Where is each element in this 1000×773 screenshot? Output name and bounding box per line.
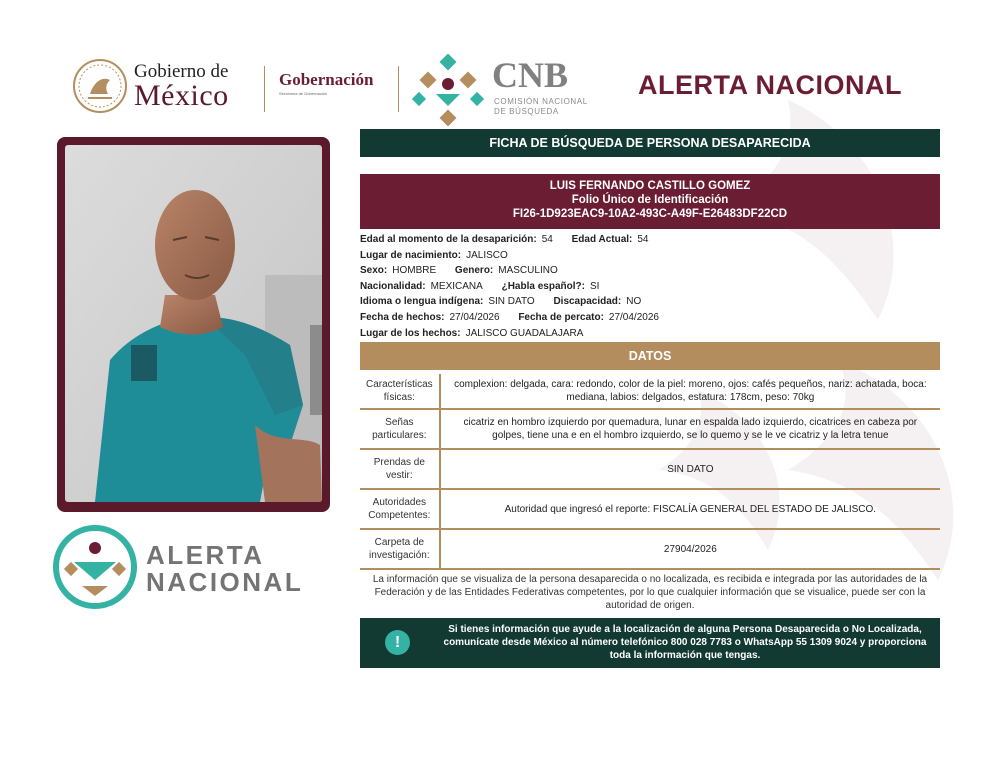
alerta-wordmark-line1: ALERTA [146, 540, 265, 570]
sexo-label: Sexo: [360, 265, 388, 277]
datos-title-bar: DATOS [360, 342, 940, 370]
idioma-value: SIN DATO [488, 296, 535, 308]
datos-label: Carpeta de investigación: [360, 529, 440, 569]
person-name: LUIS FERNANDO CASTILLO GOMEZ [549, 180, 751, 192]
discapacidad-value: NO [626, 296, 642, 308]
edad-desaparicion-value: 54 [541, 234, 553, 245]
fecha-percato-label: Fecha de percato: [518, 311, 604, 323]
info-row [360, 326, 940, 342]
nacionalidad-label: Nacionalidad: [360, 280, 426, 292]
info-row [360, 294, 940, 310]
datos-value: SIN DATO [440, 449, 940, 489]
table-row [360, 449, 940, 489]
datos-label: Autoridades Competentes: [360, 489, 440, 529]
cnb-logo-icon [412, 54, 484, 126]
nacionalidad-value: MEXICANA [430, 280, 483, 292]
info-row [360, 279, 940, 295]
genero-value: MASCULINO [498, 265, 558, 277]
contact-banner [360, 618, 940, 668]
person-photo [65, 145, 322, 502]
alerta-nacional-wordmark [146, 542, 303, 596]
table-row [360, 489, 940, 529]
cnb-subtitle-2: DE BÚSQUEDA [494, 107, 559, 116]
edad-actual-value: 54 [637, 234, 649, 245]
header-divider [264, 66, 265, 112]
photo-frame [57, 137, 330, 512]
edad-actual-label: Edad Actual: [571, 234, 633, 245]
table-row [360, 529, 940, 569]
info-row [360, 232, 940, 248]
datos-table [360, 374, 940, 570]
ficha-title-bar: FICHA DE BÚSQUEDA DE PERSONA DESAPARECIDA [360, 129, 940, 157]
cnb-subtitle-1: COMISIÓN NACIONAL [494, 97, 588, 106]
folio-id: FI26-1D923EAC9-10A2-493C-A49F-E26483DF22CD [512, 208, 788, 220]
contact-text: Si tienes información que ayude a la localización de alguna Persona Desaparecida o No Localizada, comunícate desde México al número telefónico 800 028 7783 o WhatsApp 55 1309 9024 y proporciona toda la información que tengas. [443, 624, 927, 661]
fecha-hechos-value: 27/04/2026 [449, 311, 500, 323]
alerta-wordmark-line2: NACIONAL [146, 567, 304, 597]
alerta-nacional-title: ALERTA NACIONAL [638, 70, 902, 100]
fecha-hechos-label: Fecha de hechos: [360, 311, 445, 323]
datos-value: cicatriz en hombro izquierdo por quemadura, lunar en espalda lado izquierdo, cicatrices en cabeza por golpes, tiene una e en el hombro izquierdo, se lo quemo y se le ve cicatriz y la letra tenue [440, 409, 940, 449]
genero-label: Genero: [454, 265, 494, 277]
exclamation-icon: ! [385, 630, 410, 655]
folio-label: Folio Único de Identificación [571, 194, 729, 206]
datos-value: Autoridad que ingresó el reporte: FISCALÍA GENERAL DEL ESTADO DE JALISCO. [440, 489, 940, 529]
table-row [360, 409, 940, 449]
header-divider [398, 66, 399, 112]
sexo-value: HOMBRE [392, 265, 437, 277]
disclaimer-text: La información que se visualiza de la persona desaparecida o no localizada, es recibida e integrada por las autoridades de la Federación y de las Entidades Federativas competentes, por lo que cualquier información que se visualice, puede ser con la autoridad de origen. [372, 574, 928, 611]
datos-value: 27904/2026 [440, 529, 940, 569]
info-row [360, 263, 940, 279]
cnb-title: CNB [492, 55, 569, 95]
edad-desaparicion-label: Edad al momento de la desaparición: [360, 234, 537, 245]
idioma-label: Idioma o lengua indígena: [360, 296, 484, 308]
datos-label: Señas particulares: [360, 409, 440, 449]
person-header [360, 174, 940, 229]
gobierno-de-mexico-logo [134, 62, 229, 111]
lugar-nacimiento-value: JALISCO [466, 249, 508, 261]
info-row [360, 248, 940, 264]
habla-espanol-value: SI [589, 280, 600, 292]
datos-label: Características físicas: [360, 374, 440, 409]
discapacidad-label: Discapacidad: [553, 296, 622, 308]
info-row [360, 310, 940, 326]
alerta-nacional-logo-icon [52, 524, 138, 610]
national-seal-icon [72, 58, 128, 114]
gobernacion-logo: Gobernación [279, 70, 374, 89]
gobierno-line2: México [134, 79, 229, 112]
lugar-hechos-value: JALISCO GUADALAJARA [465, 327, 584, 339]
fecha-percato-value: 27/04/2026 [608, 311, 659, 323]
datos-label: Prendas de vestir: [360, 449, 440, 489]
search-sheet [42, 40, 958, 672]
datos-value: complexion: delgada, cara: redondo, color de la piel: moreno, ojos: cafés pequeños, nariz: achatada, boca: mediana, labios: delgados, estatura: 178cm, peso: 70kg [440, 374, 940, 409]
lugar-hechos-label: Lugar de los hechos: [360, 327, 461, 339]
gobernacion-subtitle: Secretaría de Gobernación [279, 91, 328, 96]
lugar-nacimiento-label: Lugar de nacimiento: [360, 249, 462, 261]
habla-espanol-label: ¿Habla español?: [501, 280, 585, 292]
gobierno-line1: Gobierno de [134, 61, 229, 82]
table-row [360, 374, 940, 409]
person-info [360, 232, 940, 341]
